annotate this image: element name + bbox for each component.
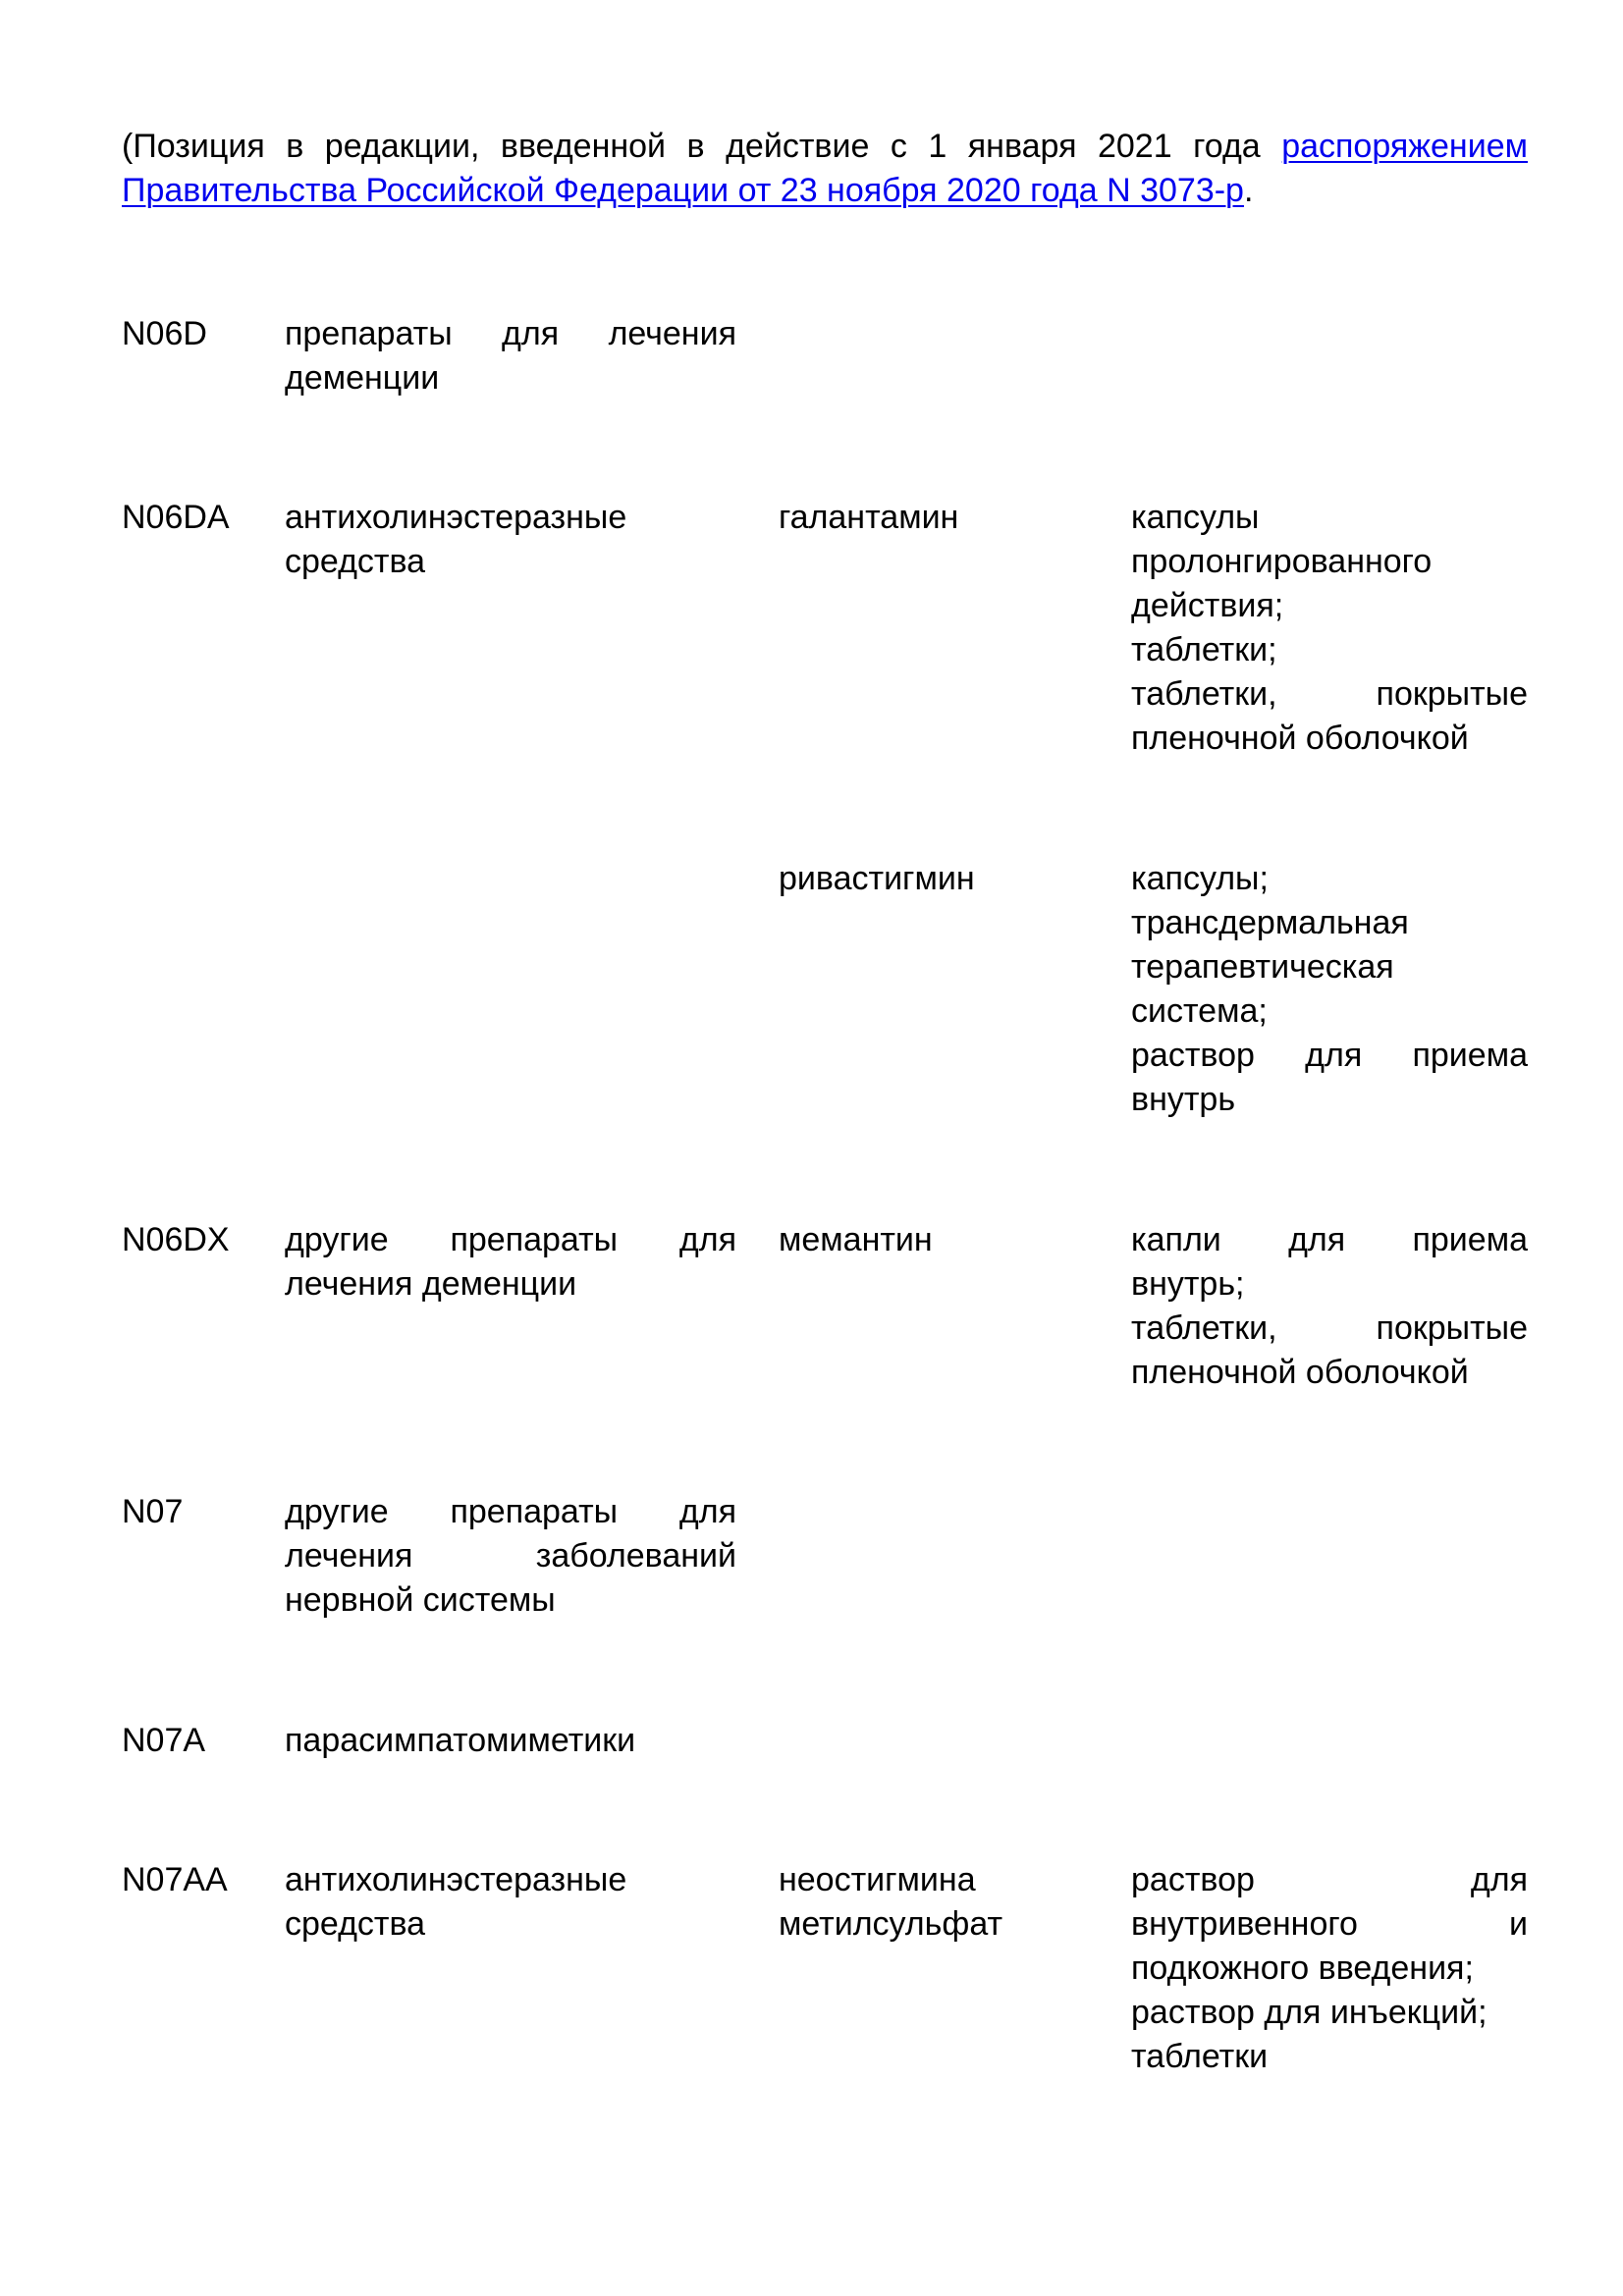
dosage-forms-line: таблетки; — [1131, 631, 1277, 668]
dosage-forms-line: капсулы — [1131, 499, 1260, 536]
atc-group-name — [285, 312, 736, 400]
drug-name — [779, 857, 1073, 901]
atc-group-name-line: средства — [285, 543, 426, 580]
atc-group-name — [285, 1858, 736, 1947]
drug-name-line: метилсульфат — [779, 1905, 1003, 1943]
atc-group-name-line: средства — [285, 1905, 426, 1943]
dosage-forms-line: пленочной оболочкой — [1131, 1354, 1469, 1391]
atc-group-name — [285, 1719, 736, 1763]
atc-group-name-line: нервной системы — [285, 1581, 556, 1619]
atc-group-name-line: другие препараты для — [285, 1221, 736, 1258]
dosage-forms-line: капли для приема — [1131, 1221, 1528, 1258]
drug-name — [779, 496, 1073, 540]
dosage-forms-line: капсулы; — [1131, 860, 1269, 897]
atc-code: N06DA — [122, 499, 230, 536]
dosage-forms-line: раствор для приема — [1131, 1037, 1528, 1074]
atc-group-name — [285, 496, 736, 584]
revision-note-text: (Позиция в редакции, введенной в действие с 1 января 2021 года — [122, 128, 1282, 165]
atc-group-name — [285, 1218, 736, 1307]
dosage-forms-line: таблетки, покрытые — [1131, 1309, 1528, 1347]
dosage-forms-line: таблетки — [1131, 2038, 1269, 2075]
atc-group-name-line: лечения заболеваний — [285, 1537, 736, 1575]
dosage-forms-line: внутривенного и — [1131, 1905, 1528, 1943]
drug-name-line: мемантин — [779, 1221, 933, 1258]
dosage-forms-line: система; — [1131, 992, 1268, 1030]
atc-code: N07A — [122, 1722, 206, 1759]
atc-group-name-line: другие препараты для — [285, 1493, 736, 1530]
atc-code: N07 — [122, 1493, 184, 1530]
dosage-forms-line: действия; — [1131, 587, 1284, 624]
dosage-forms-line: пленочной оболочкой — [1131, 720, 1469, 757]
revision-note-suffix: . — [1243, 172, 1254, 209]
atc-code: N06D — [122, 315, 207, 352]
drug-name — [779, 1858, 1073, 1947]
atc-code: N07AA — [122, 1861, 228, 1898]
atc-group-name-line: деменции — [285, 359, 440, 397]
dosage-forms — [1131, 1218, 1528, 1395]
decree-link[interactable]: распоряжением Правительства Российской Федерации от 23 ноября 2020 года N 3073-р — [122, 128, 1528, 209]
drug-name-line: галантамин — [779, 499, 959, 536]
drug-name — [779, 1218, 1073, 1262]
atc-code: N06DX — [122, 1221, 230, 1258]
atc-group-name — [285, 1490, 736, 1623]
dosage-forms-line: трансдермальная — [1131, 904, 1409, 941]
revision-note — [122, 125, 1528, 213]
atc-group-name-line: антихолинэстеразные — [285, 499, 627, 536]
dosage-forms-line: терапевтическая — [1131, 948, 1394, 986]
atc-group-name-line: парасимпатомиметики — [285, 1722, 636, 1759]
dosage-forms-line: пролонгированного — [1131, 543, 1433, 580]
drug-name-line: ривастигмин — [779, 860, 975, 897]
dosage-forms-line: раствор для — [1131, 1861, 1528, 1898]
drug-name-line: неостигмина — [779, 1861, 976, 1898]
atc-group-name-line: лечения деменции — [285, 1265, 577, 1303]
atc-group-name-line: антихолинэстеразные — [285, 1861, 627, 1898]
atc-group-name-line: препараты для лечения — [285, 315, 736, 352]
dosage-forms-line: таблетки, покрытые — [1131, 675, 1528, 713]
dosage-forms-line: внутрь — [1131, 1081, 1236, 1118]
dosage-forms — [1131, 496, 1528, 761]
dosage-forms — [1131, 857, 1528, 1122]
dosage-forms-line: подкожного введения; — [1131, 1949, 1474, 1987]
dosage-forms — [1131, 1858, 1528, 2079]
dosage-forms-line: внутрь; — [1131, 1265, 1245, 1303]
dosage-forms-line: раствор для инъекций; — [1131, 1994, 1488, 2031]
